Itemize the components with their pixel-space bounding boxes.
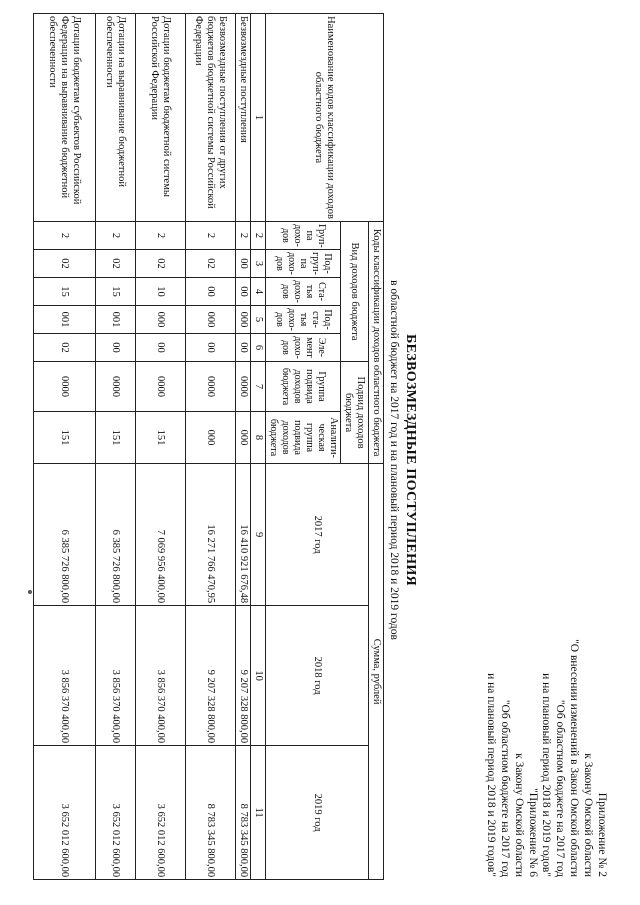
colnum: 1 xyxy=(251,14,266,222)
table-row xyxy=(186,14,236,880)
colnum: 8 xyxy=(251,412,266,464)
revenue-table-wrapper xyxy=(2,13,384,879)
column-number-row xyxy=(251,14,266,880)
table-row xyxy=(236,14,251,880)
row-code: 2 xyxy=(186,222,236,250)
row-code: 151 xyxy=(96,412,136,464)
colnum: 7 xyxy=(251,362,266,412)
row-code: 2 xyxy=(96,222,136,250)
header-podvid: Подвид доходов бюджета xyxy=(341,362,369,464)
appendix-line: и на плановый период 2018 и 2019 годов" xyxy=(485,673,497,877)
row-code: 00 xyxy=(96,334,136,362)
row-code: 2 xyxy=(136,222,186,250)
row-value-2018: 3 856 370 400,00 xyxy=(136,606,186,746)
title-subtitle: в областной бюджет на 2017 год и на плановый период 2018 и 2019 годов xyxy=(388,280,400,640)
row-code: 10 xyxy=(136,278,186,306)
header-2019: 2019 год xyxy=(266,746,369,880)
row-value-2019: 3 652 012 600,00 xyxy=(96,746,136,880)
row-code: 0000 xyxy=(96,362,136,412)
row-code: 00 xyxy=(186,278,236,306)
row-code: 15 xyxy=(96,278,136,306)
header-vid: Вид доходов бюджета xyxy=(341,222,369,362)
colnum: 11 xyxy=(251,746,266,880)
row-code: 0000 xyxy=(186,362,236,412)
row-name: Безвозмездные поступления от других бюджетов бюджетной системы Российской Федерации xyxy=(186,14,236,222)
row-name: Безвозмездные поступления xyxy=(236,14,251,222)
row-code: 0000 xyxy=(34,362,96,412)
row-code: 000 xyxy=(236,412,251,464)
row-value-2019: 3 652 012 600,00 xyxy=(136,746,186,880)
appendix-2-note xyxy=(539,457,609,877)
row-value-2018: 9 207 328 800,00 xyxy=(186,606,236,746)
row-code: 2 xyxy=(34,222,96,250)
colnum: 5 xyxy=(251,306,266,334)
row-code: 0000 xyxy=(236,362,251,412)
row-code: 000 xyxy=(136,306,186,334)
row-code: 2 xyxy=(236,222,251,250)
header-podstatya: Под-ста-тья дохо-дов xyxy=(266,306,341,334)
row-name: Дотации бюджетам субъектов Российской Федерации на выравнивание бюджетной обеспеченности xyxy=(34,14,96,222)
header-codes: Коды классификации доходов областного бюджета xyxy=(369,222,384,464)
colnum: 6 xyxy=(251,334,266,362)
row-code: 02 xyxy=(96,250,136,278)
header-gruppa: Груп-па дохо-дов xyxy=(266,222,341,250)
row-value-2018: 9 207 328 800,00 xyxy=(236,606,251,746)
revenue-table xyxy=(33,13,384,880)
row-value-2019: 3 652 012 600,00 xyxy=(34,746,96,880)
row-code: 000 xyxy=(186,412,236,464)
colnum: 2 xyxy=(251,222,266,250)
colnum: 9 xyxy=(251,464,266,606)
appendix-line: "Приложение № 6 xyxy=(527,788,539,877)
row-value-2018: 3 856 370 400,00 xyxy=(96,606,136,746)
row-code: 00 xyxy=(236,250,251,278)
row-code: 0000 xyxy=(136,362,186,412)
appendix-line: к Закону Омской области xyxy=(513,753,525,877)
colnum: 3 xyxy=(251,250,266,278)
row-value-2017: 16 410 921 676,48 xyxy=(236,464,251,606)
row-code: 151 xyxy=(136,412,186,464)
row-value-2018: 3 856 370 400,00 xyxy=(34,606,96,746)
table-row xyxy=(96,14,136,880)
header-2017: 2017 год xyxy=(266,464,369,606)
appendix-line: к Закону Омской области xyxy=(582,753,594,877)
row-code: 15 xyxy=(34,278,96,306)
header-gruppa-podvida: Группа подвида доходов бюджета xyxy=(266,362,341,412)
header-sum: Сумма, рублей xyxy=(369,464,384,880)
row-value-2017: 7 069 956 400,00 xyxy=(136,464,186,606)
row-code: 000 xyxy=(186,306,236,334)
document-title xyxy=(388,230,418,690)
appendix-line: "Об областном бюджете на 2017 год xyxy=(554,699,566,877)
header-2018: 2018 год xyxy=(266,606,369,746)
row-code: 00 xyxy=(186,334,236,362)
appendix-line: и на плановый период 2018 и 2019 годов" xyxy=(540,673,552,877)
row-code: 001 xyxy=(34,306,96,334)
table-row xyxy=(136,14,186,880)
appendix-line: "Об областном бюджете на 2017 год xyxy=(499,699,511,877)
header-podgruppa: Под-груп-па дохо-дов xyxy=(266,250,341,278)
row-code: 02 xyxy=(186,250,236,278)
row-value-2019: 8 783 345 800,00 xyxy=(236,746,251,880)
row-code: 02 xyxy=(34,250,96,278)
colnum: 10 xyxy=(251,606,266,746)
appendix-line: Приложение № 2 xyxy=(596,792,608,877)
row-code: 02 xyxy=(136,250,186,278)
scan-dot xyxy=(28,590,32,594)
row-value-2019: 8 783 345 800,00 xyxy=(186,746,236,880)
row-value-2017: 6 385 726 800,00 xyxy=(34,464,96,606)
title-main: БЕЗВОЗМЕЗДНЫЕ ПОСТУПЛЕНИЯ xyxy=(403,334,418,586)
row-code: 00 xyxy=(136,334,186,362)
appendix-6-note xyxy=(484,457,540,877)
row-value-2017: 16 271 766 470,95 xyxy=(186,464,236,606)
header-name: Наименование кодов классификации доходов областного бюджета xyxy=(266,14,384,222)
row-name: Дотации на выравнивание бюджетной обеспеченности xyxy=(96,14,136,222)
appendix-line: "О внесении изменений в Закон Омской области xyxy=(568,639,580,877)
header-analit: Аналити-ческая группа подвида доходов бюджета xyxy=(266,412,341,464)
header-element: Эле-мент дохо-дов xyxy=(266,334,341,362)
row-code: 000 xyxy=(236,306,251,334)
row-value-2017: 6 385 726 800,00 xyxy=(96,464,136,606)
row-code: 00 xyxy=(236,334,251,362)
table-row xyxy=(34,14,96,880)
row-code: 001 xyxy=(96,306,136,334)
row-code: 02 xyxy=(34,334,96,362)
row-name: Дотации бюджетам бюджетной системы Российской Федерации xyxy=(136,14,186,222)
row-code: 00 xyxy=(236,278,251,306)
colnum: 4 xyxy=(251,278,266,306)
row-code: 151 xyxy=(34,412,96,464)
header-statya: Ста-тья дохо-дов xyxy=(266,278,341,306)
